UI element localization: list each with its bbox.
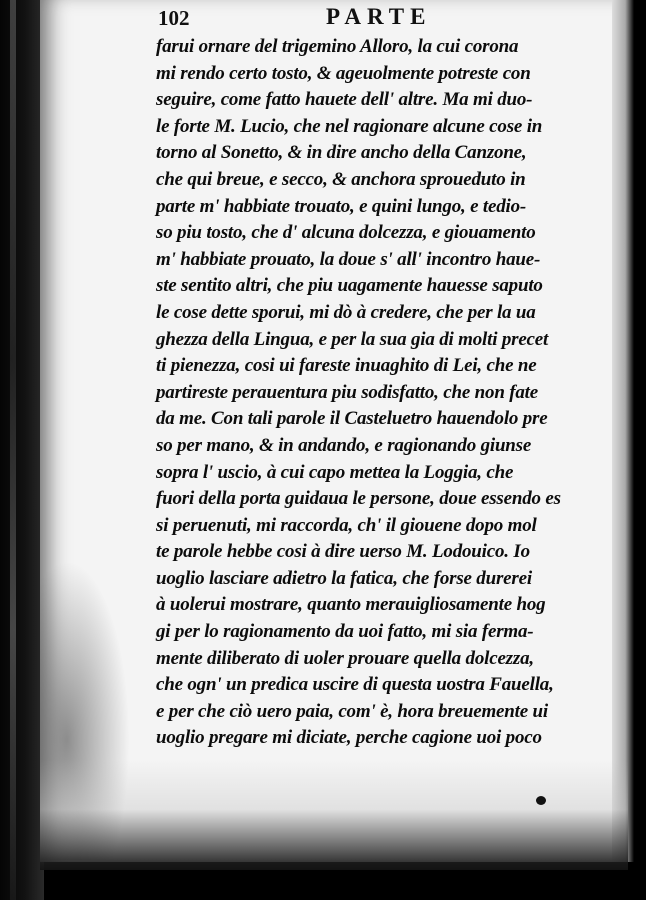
text-line: da me. Con tali parole il Casteluetro hauendolo pre bbox=[156, 408, 548, 430]
text-line: le cose dette sporui, mi dò à credere, che per la ua bbox=[156, 301, 536, 323]
text-line: ti pienezza, cosi ui fareste inuaghito di Lei, che ne bbox=[156, 355, 537, 377]
running-head: PARTE bbox=[326, 4, 432, 29]
text-line: e per che ciò uero paia, com' è, hora breuemente ui bbox=[156, 700, 548, 722]
text-line: à uolerui mostrare, quanto merauigliosamente hog bbox=[156, 594, 546, 616]
page-right-edge bbox=[612, 0, 634, 862]
text-line: mente diliberato di uoler prouare quella dolcezza, bbox=[156, 647, 534, 669]
ink-dot bbox=[536, 796, 546, 805]
text-line: si peruenuti, mi raccorda, ch' il giouene dopo mol bbox=[156, 514, 537, 536]
text-line: uoglio pregare mi diciate, perche cagione uoi poco bbox=[156, 727, 542, 749]
page-header bbox=[158, 4, 578, 32]
text-line: le forte M. Lucio, che nel ragionare alcune cose in bbox=[156, 115, 543, 137]
text-line: m' habbiate prouato, la doue s' all' incontro haue- bbox=[156, 248, 541, 270]
text-line: parte m' habbiate trouato, e quini lungo, e tedio- bbox=[156, 195, 527, 217]
text-line: uoglio lasciare adietro la fatica, che forse durerei bbox=[156, 567, 532, 589]
text-line: gi per lo ragionamento da uoi fatto, mi sia ferma- bbox=[156, 621, 534, 643]
text-line: seguire, come fatto hauete dell' altre. Ma mi duo- bbox=[156, 89, 533, 111]
body-text bbox=[156, 34, 588, 752]
text-line: te parole hebbe cosi à dire uerso M. Lodouico. Io bbox=[156, 541, 530, 563]
text-line: farui ornare del trigemino Alloro, la cui corona bbox=[156, 36, 519, 57]
text-line: ste sentito altri, che piu uagamente hauesse saputo bbox=[156, 275, 543, 297]
text-line: so piu tosto, che d' alcuna dolcezza, e giouamento bbox=[156, 222, 536, 244]
page-number: 102 bbox=[158, 6, 190, 30]
text-line: fuori della porta guidaua le persone, doue essendo es bbox=[156, 488, 561, 510]
text-line: ghezza della Lingua, e per la sua gia di molti precet bbox=[156, 328, 549, 350]
text-line: so per mano, & in andando, e ragionando giunse bbox=[156, 434, 532, 456]
text-line: sopra l' uscio, à cui capo mettea la Loggia, che bbox=[156, 461, 514, 483]
book-spine-gutter bbox=[0, 0, 44, 900]
text-line: che qui breue, e secco, & anchora sproueduto in bbox=[156, 168, 526, 190]
text-line: torno al Sonetto, & in dire ancho della Canzone, bbox=[156, 142, 527, 164]
text-line: mi rendo certo tosto, & ageuolmente potreste con bbox=[156, 62, 531, 84]
text-line: che ogn' un predica uscire di questa uostra Fauella, bbox=[156, 674, 554, 696]
page-bottom-shadow bbox=[40, 760, 628, 870]
spine-streak bbox=[10, 0, 16, 900]
text-line: partireste perauentura piu sodisfatto, che non fate bbox=[156, 381, 538, 403]
